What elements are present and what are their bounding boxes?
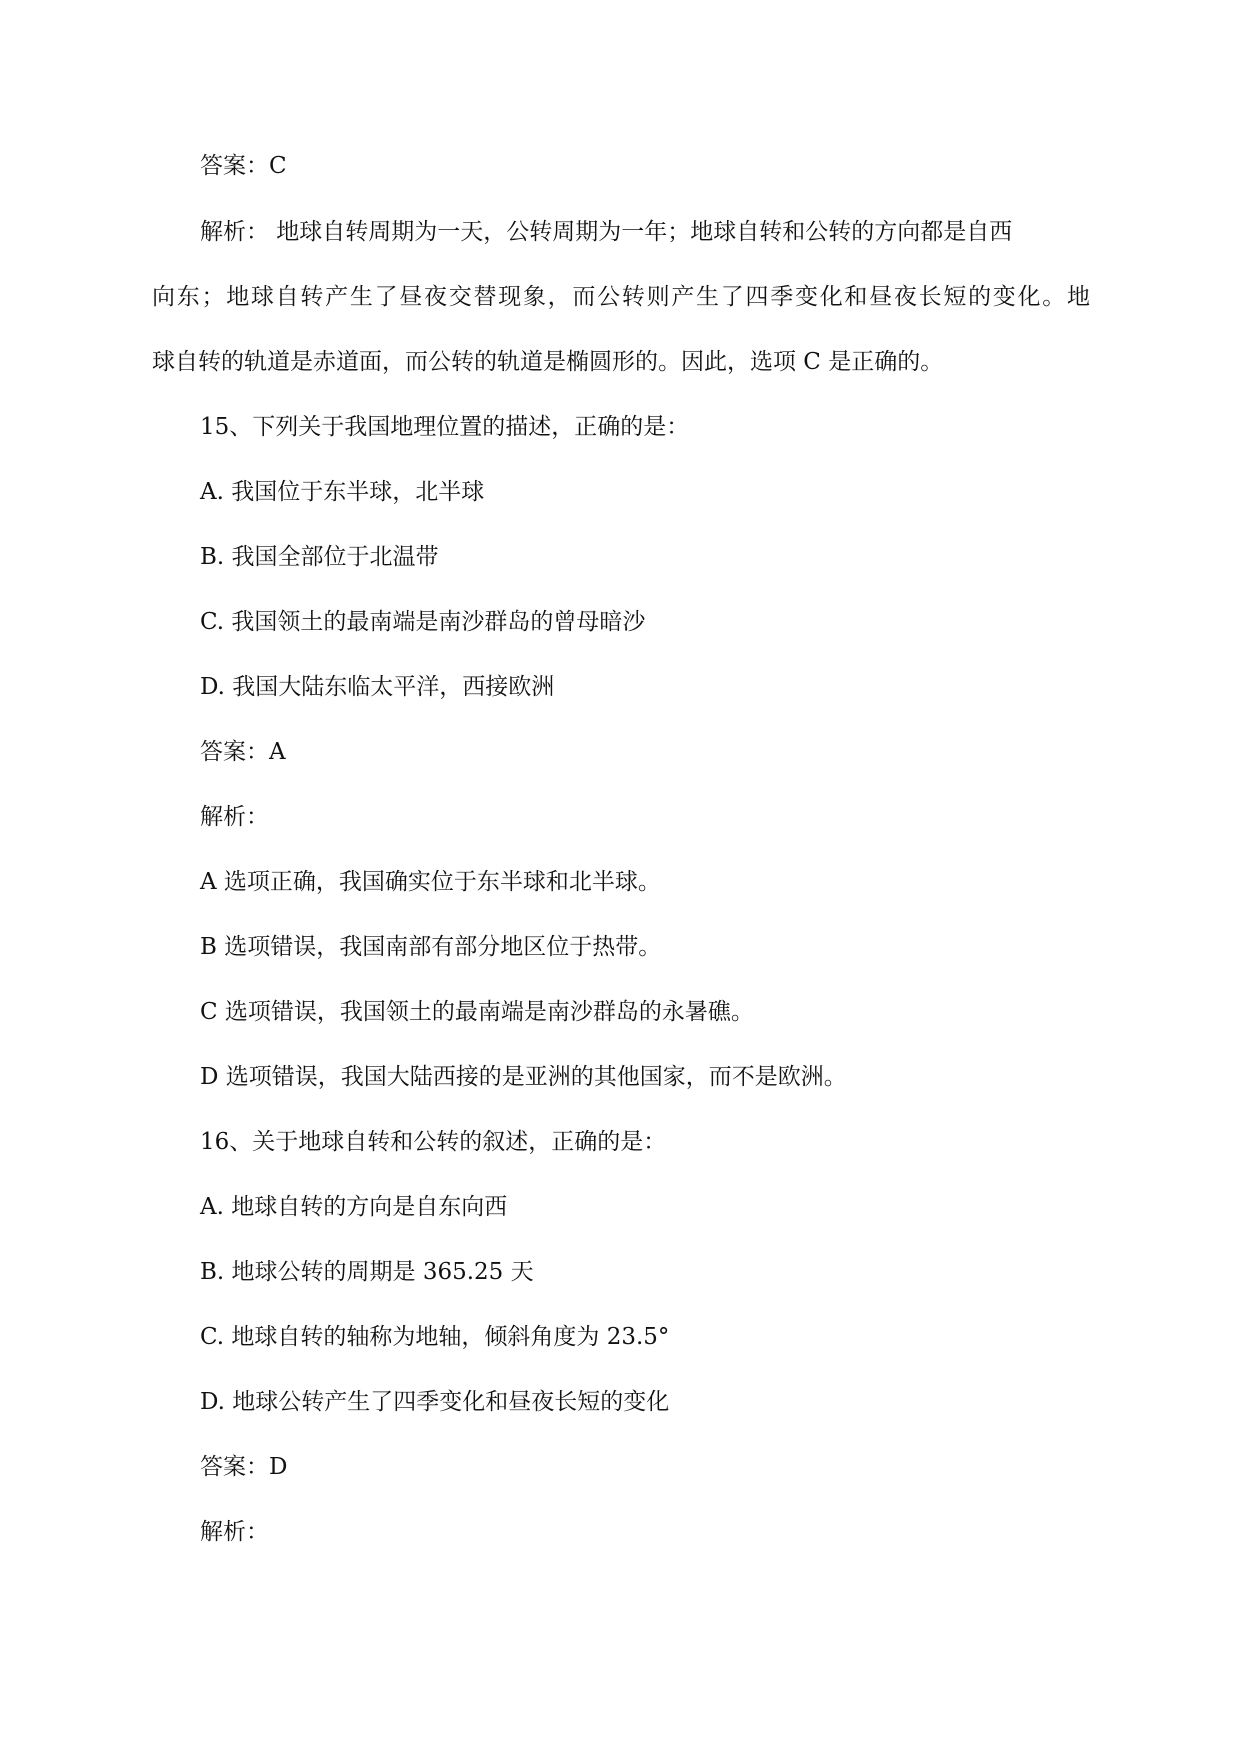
q16-option-a: A. 地球自转的方向是自东向西 <box>200 1194 508 1220</box>
q15-question: 15、下列关于我国地理位置的描述，正确的是： <box>200 414 690 440</box>
q14-answer: 答案：C <box>200 153 287 179</box>
q15-option-d: D. 我国大陆东临太平洋，西接欧洲 <box>200 674 555 700</box>
q15-option-a: A. 我国位于东半球，北半球 <box>200 479 485 505</box>
q16-option-d: D. 地球公转产生了四季变化和昼夜长短的变化 <box>200 1389 670 1415</box>
q16-analysis-label: 解析： <box>200 1519 269 1545</box>
q16-option-b: B. 地球公转的周期是 365.25 天 <box>200 1259 534 1285</box>
q15-analysis-item-d: D 选项错误，我国大陆西接的是亚洲的其他国家，而不是欧洲。 <box>200 1064 847 1090</box>
q15-answer: 答案：A <box>200 739 286 765</box>
q16-option-c: C. 地球自转的轴称为地轴，倾斜角度为 23.5° <box>200 1324 670 1350</box>
q15-option-c: C. 我国领土的最南端是南沙群岛的曾母暗沙 <box>200 609 646 635</box>
q14-analysis-line-3: 球自转的轨道是赤道面，而公转的轨道是椭圆形的。因此，选项 C 是正确的。 <box>152 349 944 375</box>
q15-analysis-item-c: C 选项错误，我国领土的最南端是南沙群岛的永暑礁。 <box>200 999 754 1025</box>
q15-analysis-item-b: B 选项错误，我国南部有部分地区位于热带。 <box>200 934 662 960</box>
q15-option-b: B. 我国全部位于北温带 <box>200 544 439 570</box>
q15-analysis-label: 解析： <box>200 804 269 830</box>
q14-analysis-line-1: 解析： 地球自转周期为一天，公转周期为一年；地球自转和公转的方向都是自西 <box>200 219 1013 245</box>
q16-question: 16、关于地球自转和公转的叙述，正确的是： <box>200 1129 667 1155</box>
q15-analysis-item-a: A 选项正确，我国确实位于东半球和北半球。 <box>200 869 661 895</box>
q14-analysis-line-2: 向东；地球自转产生了昼夜交替现象，而公转则产生了四季变化和昼夜长短的变化。地 <box>152 284 1090 310</box>
q16-answer: 答案：D <box>200 1454 288 1480</box>
